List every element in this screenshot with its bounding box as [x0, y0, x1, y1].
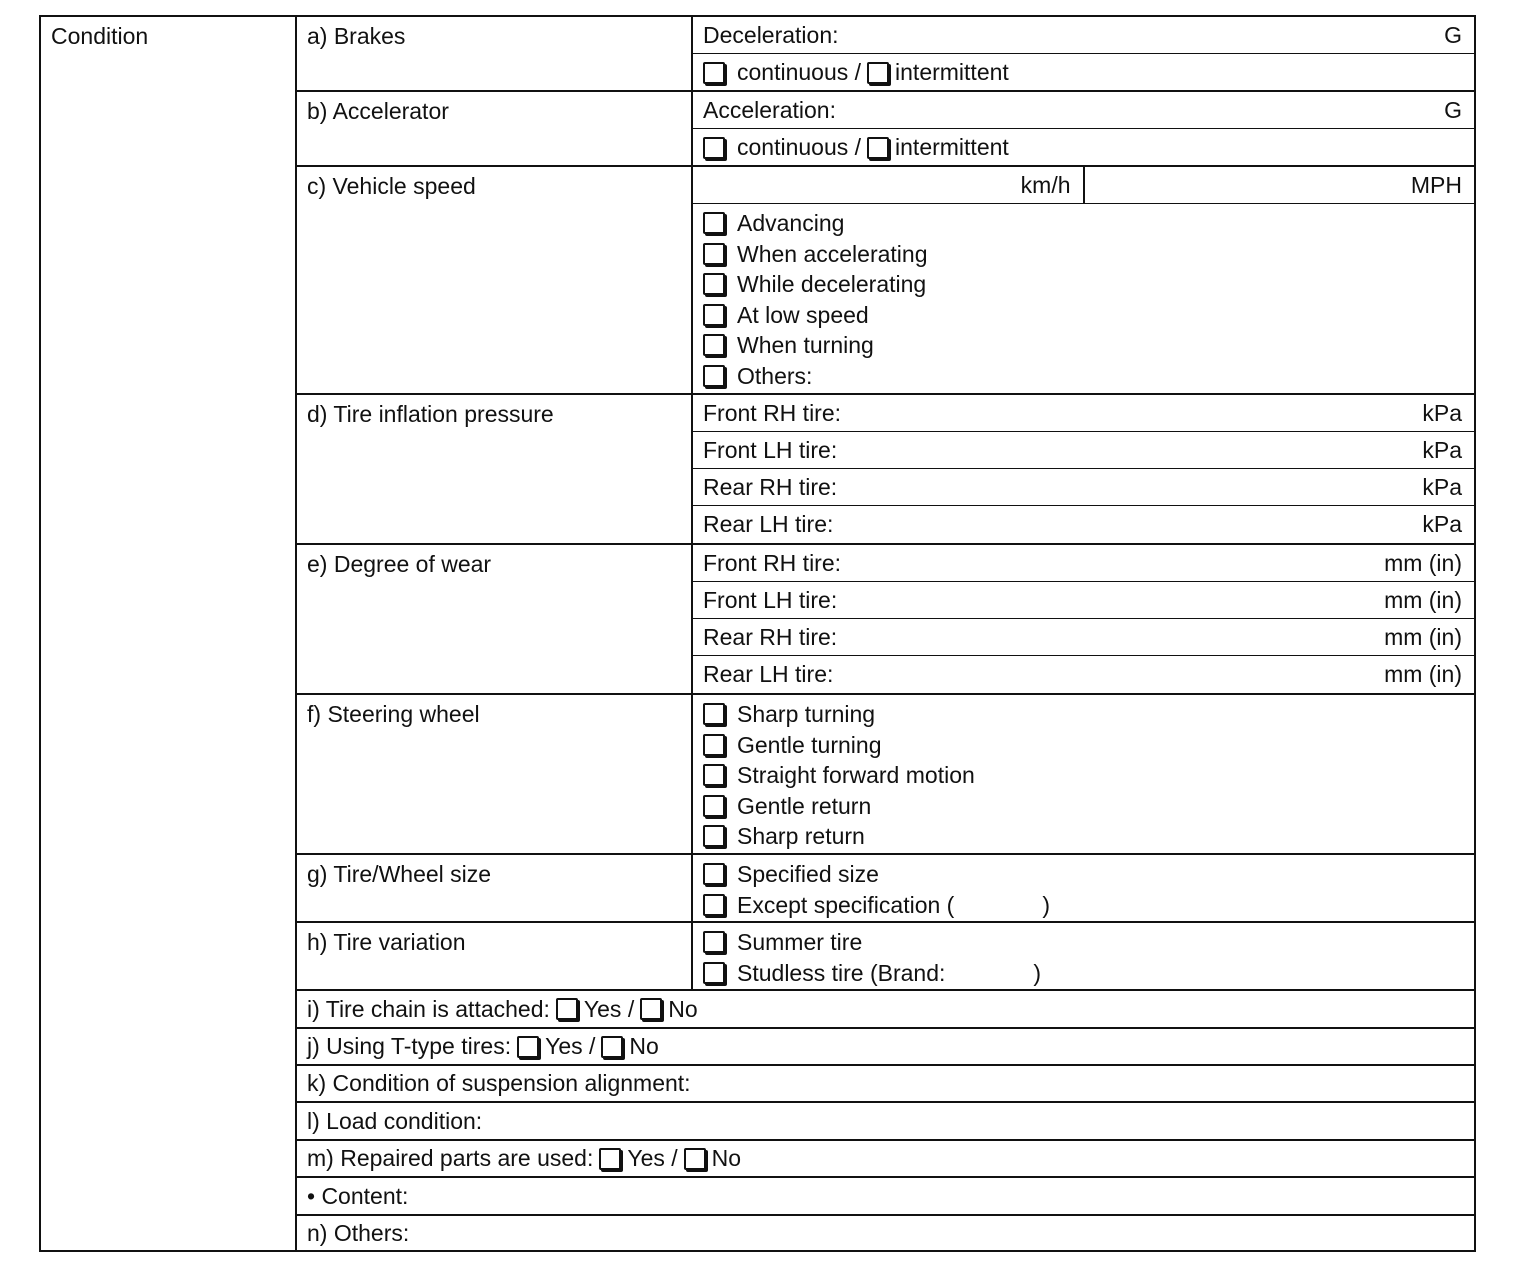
wheel-size-option[interactable]	[703, 890, 1474, 921]
speed-option-label: At low speed	[737, 301, 869, 328]
tire-pressure-fields	[691, 395, 1474, 543]
suspension-row[interactable]	[297, 1066, 1474, 1103]
tire-wear-label: e) Degree of wear	[307, 551, 492, 577]
repaired-yes-checkbox[interactable]	[599, 1148, 621, 1170]
t-type-yes-checkbox[interactable]	[517, 1036, 539, 1058]
wear-field[interactable]	[693, 619, 1474, 656]
speed-option-checkbox[interactable]	[703, 273, 725, 295]
brakes-label: a) Brakes	[307, 23, 406, 49]
speed-option[interactable]	[703, 269, 1474, 300]
steering-option-label: Sharp turning	[737, 701, 876, 727]
speed-option-checkbox[interactable]	[703, 212, 725, 234]
speed-option-checkbox[interactable]	[703, 304, 725, 326]
acceleration-field[interactable]	[693, 92, 1474, 129]
speed-option[interactable]	[703, 361, 1474, 392]
steering-option-checkbox[interactable]	[703, 825, 725, 847]
tire-pressure-label: d) Tire inflation pressure	[307, 401, 554, 427]
pressure-field[interactable]	[693, 432, 1474, 469]
speed-options	[693, 204, 1474, 391]
steering-option[interactable]	[703, 730, 1474, 761]
tire-chain-no-checkbox[interactable]	[640, 998, 662, 1020]
suspension-label: k) Condition of suspension alignment:	[307, 1070, 691, 1096]
wear-unit: mm (in)	[1384, 586, 1462, 613]
wear-tire-label: Rear LH tire:	[703, 661, 834, 687]
steering-options	[693, 695, 1474, 852]
steering-option-label: Gentle turning	[737, 731, 882, 758]
speed-option[interactable]	[703, 208, 1474, 239]
pressure-field[interactable]	[693, 395, 1474, 432]
wear-tire-label: Front LH tire:	[703, 586, 838, 613]
wear-field[interactable]	[693, 582, 1474, 619]
accelerator-pattern	[693, 129, 1474, 166]
tire-chain-no-label: No	[668, 995, 698, 1022]
speed-option-label: While decelerating	[737, 271, 927, 297]
accelerator-continuous-label: continuous /	[737, 134, 862, 160]
wear-unit: mm (in)	[1384, 661, 1462, 687]
speed-option[interactable]	[703, 300, 1474, 331]
steering-label: f) Steering wheel	[307, 701, 480, 727]
tire-chain-yes-checkbox[interactable]	[556, 998, 578, 1020]
tire-chain-label: i) Tire chain is attached:	[307, 995, 550, 1022]
tire-variation-option-label: Studless tire (Brand:	[737, 959, 946, 986]
condition-column	[41, 17, 297, 1250]
acceleration-label: Acceleration:	[703, 96, 836, 123]
steering-option[interactable]	[703, 699, 1474, 730]
repaired-yes-label: Yes /	[627, 1145, 678, 1171]
steering-option-checkbox[interactable]	[703, 734, 725, 756]
condition-label: Condition	[51, 23, 149, 49]
brakes-intermittent-label: intermittent	[895, 59, 1009, 85]
pressure-unit: kPa	[1422, 399, 1462, 426]
speed-option-label: When accelerating	[737, 240, 928, 267]
tire-variation-checkbox[interactable]	[703, 962, 725, 984]
pressure-tire-label: Front LH tire:	[703, 436, 838, 463]
accelerator-intermittent-checkbox[interactable]	[867, 137, 889, 159]
wheel-size-options	[693, 855, 1474, 920]
brakes-pattern	[693, 54, 1474, 91]
tire-variation-option-label: Summer tire	[737, 929, 863, 955]
acceleration-unit: G	[1444, 96, 1462, 123]
content-label: • Content:	[307, 1182, 409, 1209]
tire-pressure-row	[297, 395, 1474, 545]
steering-option[interactable]	[703, 791, 1474, 822]
speed-kmh-field[interactable]	[693, 167, 1083, 203]
condition-form	[39, 15, 1476, 1252]
deceleration-field[interactable]	[693, 17, 1474, 54]
wheel-size-row	[297, 855, 1474, 923]
steering-fields	[691, 695, 1474, 853]
steering-option[interactable]	[703, 760, 1474, 791]
accelerator-fields	[691, 92, 1474, 165]
wheel-size-option[interactable]	[703, 859, 1474, 890]
steering-row	[297, 695, 1474, 855]
wear-field[interactable]	[693, 656, 1474, 693]
load-condition-label: l) Load condition:	[307, 1107, 483, 1134]
wheel-size-label: g) Tire/Wheel size	[307, 861, 492, 887]
steering-option-checkbox[interactable]	[703, 703, 725, 725]
pressure-unit: kPa	[1422, 511, 1462, 537]
speed-option-checkbox[interactable]	[703, 243, 725, 265]
brakes-intermittent-checkbox[interactable]	[867, 62, 889, 84]
others-row[interactable]	[297, 1216, 1474, 1250]
vehicle-speed-label: c) Vehicle speed	[307, 173, 476, 199]
speed-option-label: When turning	[737, 332, 874, 358]
brakes-row	[297, 17, 1474, 92]
wear-unit: mm (in)	[1384, 549, 1462, 576]
pressure-tire-label: Rear LH tire:	[703, 511, 834, 537]
wear-field[interactable]	[693, 545, 1474, 582]
pressure-field[interactable]	[693, 506, 1474, 543]
tire-variation-checkbox[interactable]	[703, 931, 725, 953]
pressure-tire-label: Rear RH tire:	[703, 473, 838, 500]
pressure-tire-label: Front RH tire:	[703, 399, 842, 426]
deceleration-label: Deceleration:	[703, 21, 839, 48]
tire-variation-label: h) Tire variation	[307, 929, 466, 955]
repaired-no-checkbox[interactable]	[684, 1148, 706, 1170]
speed-mph-field[interactable]	[1083, 167, 1475, 203]
accelerator-row	[297, 92, 1474, 167]
vehicle-speed-fields	[691, 167, 1474, 393]
tire-chain-row	[297, 991, 1474, 1029]
steering-option-checkbox[interactable]	[703, 764, 725, 786]
tire-variation-option[interactable]	[703, 958, 1474, 989]
wear-unit: mm (in)	[1384, 623, 1462, 650]
wheel-size-fields	[691, 855, 1474, 921]
wheel-size-close-paren: )	[1042, 891, 1050, 918]
t-type-no-checkbox[interactable]	[601, 1036, 623, 1058]
speed-option-checkbox[interactable]	[703, 365, 725, 387]
accelerator-label: b) Accelerator	[307, 98, 449, 124]
accelerator-continuous-checkbox[interactable]	[703, 137, 725, 159]
wheel-size-checkbox[interactable]	[703, 863, 725, 885]
tire-variation-fields	[691, 923, 1474, 989]
speed-option[interactable]	[703, 239, 1474, 270]
speed-option-label: Advancing	[737, 210, 845, 236]
steering-option-checkbox[interactable]	[703, 795, 725, 817]
tire-chain-yes-label: Yes /	[583, 995, 635, 1022]
vehicle-speed-row	[297, 167, 1474, 395]
t-type-no-label: No	[629, 1033, 659, 1059]
wheel-size-option-label: Except specification (	[737, 891, 955, 918]
brakes-continuous-checkbox[interactable]	[703, 62, 725, 84]
speed-option-checkbox[interactable]	[703, 334, 725, 356]
speed-option[interactable]	[703, 330, 1474, 361]
steering-option[interactable]	[703, 821, 1474, 852]
wear-tire-label: Rear RH tire:	[703, 623, 838, 650]
steering-option-label: Gentle return	[737, 792, 872, 819]
t-type-label: j) Using T-type tires:	[307, 1033, 512, 1059]
speed-mph-unit: MPH	[1410, 171, 1462, 198]
tire-variation-option[interactable]	[703, 927, 1474, 958]
brakes-continuous-label: continuous /	[737, 59, 862, 85]
load-condition-row[interactable]	[297, 1103, 1474, 1141]
wheel-size-checkbox[interactable]	[703, 894, 725, 916]
repaired-parts-row	[297, 1141, 1474, 1178]
tire-variation-row	[297, 923, 1474, 991]
tire-variation-close-paren: )	[1033, 959, 1042, 986]
tire-wear-fields	[691, 545, 1474, 693]
deceleration-unit: G	[1444, 21, 1462, 48]
speed-kmh-unit: km/h	[1020, 171, 1071, 198]
steering-option-label: Straight forward motion	[737, 762, 975, 788]
content-row[interactable]	[297, 1178, 1474, 1216]
speed-option-label: Others:	[737, 362, 813, 389]
steering-option-label: Sharp return	[737, 823, 865, 849]
accelerator-intermittent-label: intermittent	[895, 134, 1009, 160]
pressure-unit: kPa	[1422, 473, 1462, 500]
condition-details	[297, 17, 1474, 1250]
speed-units	[693, 167, 1474, 204]
repaired-no-label: No	[711, 1145, 742, 1171]
t-type-row	[297, 1029, 1474, 1066]
others-label: n) Others:	[307, 1219, 410, 1246]
wear-tire-label: Front RH tire:	[703, 549, 842, 576]
repaired-parts-label: m) Repaired parts are used:	[307, 1145, 594, 1171]
pressure-field[interactable]	[693, 469, 1474, 506]
tire-wear-row	[297, 545, 1474, 695]
tire-variation-options	[693, 923, 1474, 988]
t-type-yes-label: Yes /	[545, 1033, 596, 1059]
brakes-fields	[691, 17, 1474, 90]
pressure-unit: kPa	[1422, 436, 1462, 463]
wheel-size-option-label: Specified size	[737, 861, 879, 887]
